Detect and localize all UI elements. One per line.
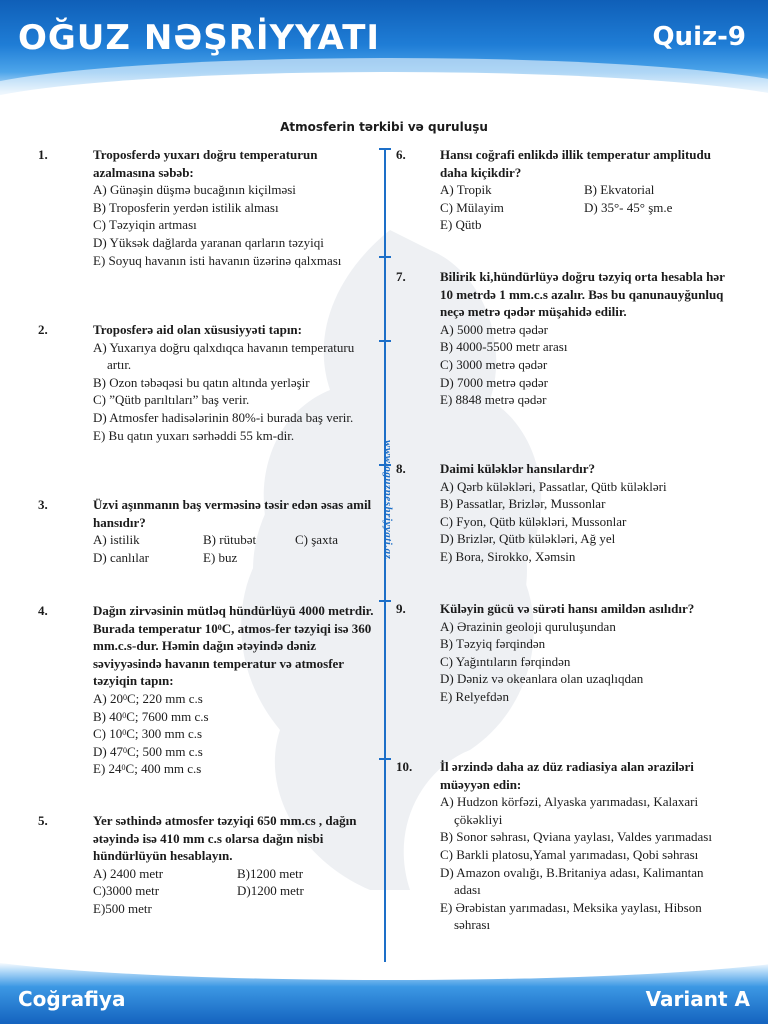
divider-tick [379,600,391,602]
answer-option[interactable]: C) Mülayim [440,199,504,215]
answer-option[interactable]: C) Yağıntıların fərqindən [440,653,571,669]
question-1 [38,146,378,269]
answer-option[interactable]: A) Qərb küləkləri, Passatlar, Qütb küləkləri [440,478,667,494]
answer-option[interactable]: B) Sonor səhrası, Qviana yaylası, Valdes yarımadası [440,829,712,845]
answer-option[interactable]: D) canlılar [93,549,149,565]
answer-option[interactable]: D) $47^0C$; 500 mm c.s [93,743,203,759]
answer-option[interactable]: E) Qütb [440,217,482,233]
answer-option[interactable]: C)3000 metr [93,883,160,899]
question-number: 10. [396,759,413,774]
header-banner [0,0,768,100]
divider-tick [379,340,391,342]
answer-option[interactable]: D) 35°- 45° şm.e [584,199,673,215]
question-text [93,602,378,690]
divider-tick [379,148,391,150]
answer-option[interactable]: A) Ərazinin geoloji quruluşundan [440,618,616,634]
question-text: Troposferə aid olan xüsusiyyəti tapın: [93,322,302,337]
answer-option[interactable]: E) Bora, Sirokko, Xəmsin [440,548,576,564]
answer-option[interactable]: A) 2400 metr [93,865,164,881]
footer-wave [0,962,768,980]
answer-option[interactable]: A) 5000 metrə qədər [440,321,548,337]
answer-option[interactable]: C) şaxta [295,532,338,548]
answer-option[interactable]: D) 7000 metrə qədər [440,374,548,390]
question-2 [38,321,378,444]
question-text: Daimi küləklər hansılardır? [440,461,596,476]
answer-option[interactable]: B) 4000-5500 metr arası [440,339,568,355]
question-text: İl ərzində daha az düz radiasiya alan əraziləri müəyyən edin: [440,759,694,792]
answer-option[interactable]: B) Təzyiq fərqindən [440,636,546,652]
answer-option[interactable]: E) Ərəbistan yarımadası, Meksika yaylası, Hibson səhrası [440,899,702,933]
variant-label: Variant A [645,987,750,1011]
answer-option[interactable]: A) istilik [93,532,140,548]
website-url: www.oguzneshriyyati.az [382,440,394,560]
answer-option[interactable]: D) Atmosfer hadisələrinin 80%-i burada baş verir. [93,409,354,425]
publisher-name: OĞUZ NƏŞRİYYATI [18,18,381,58]
question-number: 9. [396,601,406,616]
answer-option[interactable]: E) $24^0C$; 400 mm c.s [93,761,202,777]
answer-option[interactable]: E) Relyefdən [440,688,509,704]
answer-option[interactable]: B) rütubət [203,532,257,548]
footer-banner [0,962,768,1024]
question-number: 8. [396,461,406,476]
question-number: 3. [38,497,48,512]
answer-option[interactable]: C) Fyon, Qütb küləkləri, Mussonlar [440,513,627,529]
answer-option [584,216,726,234]
question-number: 6. [396,147,406,162]
answer-option[interactable]: D) Dəniz və okeanlara olan uzaqlıqdan [440,671,644,687]
question-4 [38,602,378,778]
question-number: 5. [38,813,48,828]
answer-option[interactable]: D) Brizlər, Qütb küləkləri, Ağ yel [440,531,616,547]
answer-option [237,900,378,918]
question-9 [396,600,726,706]
answer-option[interactable]: C) 3000 metrə qədər [440,356,548,372]
topic-title: Atmosferin tərkibi və quruluşu [280,120,488,134]
answer-option[interactable]: E) Bu qatın yuxarı sərhəddi 55 km-dir. [93,427,295,443]
question-text-part: C, atmos-fer təzyiqi isə 360 mm.c.s-dur. Həmin dağın ətəyində dəniz səviyyəsində havanın temperatur və atmosfer təzyiqin tapın: [93,620,372,689]
question-text-part: Dağın zirvəsinin mütləq hündürlüyü 4000 metrdir. Burada temperatur 10 [93,603,374,636]
question-number: 1. [38,147,48,162]
divider-tick [379,758,391,760]
question-7 [396,268,726,409]
question-number: 4. [38,603,48,618]
divider-tick [379,256,391,258]
answer-option[interactable]: D) Amazon ovalığı, B.Britaniya adası, Kalimantan adası [440,864,704,898]
answer-option[interactable]: B) $40^0C$; 7600 mm c.s [93,708,209,724]
question-6 [396,146,726,234]
answer-option[interactable]: B) Passatlar, Brizlər, Mussonlar [440,496,606,512]
question-10 [396,758,726,934]
question-text: Üzvi aşınmanın baş verməsinə təsir edən əsas amil hansıdır? [93,497,372,530]
question-text: Troposferdə yuxarı doğru temperaturun azalmasına səbəb: [93,147,318,180]
question-3 [38,496,378,566]
answer-option[interactable]: C) $10^0C$; 300 mm c.s [93,726,203,742]
answer-option [295,549,378,567]
question-number: 7. [396,269,406,284]
question-text: Hansı coğrafi enlikdə illik temperatur amplitudu daha kiçikdir? [440,147,711,180]
answer-option[interactable]: E) 8848 metrə qədər [440,392,547,408]
answer-option[interactable]: C) ”Qütb parıltıları” baş verir. [93,392,250,408]
answer-option[interactable]: A) Tropik [440,182,492,198]
answer-option[interactable]: A) Hudzon körfəzi, Alyaska yarımadası, Kalaxari çökəkliyi [440,794,699,827]
subject-label: Coğrafiya [18,987,126,1011]
answer-option[interactable]: E)500 metr [93,900,152,916]
answer-option[interactable]: C) Təzyiqin artması [93,217,197,233]
answer-option[interactable]: A) Günəşin düşmə bucağının kiçilməsi [93,182,296,198]
answer-option[interactable]: B)1200 metr [237,865,304,881]
answer-option[interactable]: E) buz [203,549,238,565]
answer-option[interactable]: B) Troposferin yerdən istilik alması [93,199,279,215]
answer-option[interactable]: D)1200 metr [237,883,304,899]
answer-option[interactable]: A) Yuxarıya doğru qalxdıqca havanın temperaturu artır. [93,339,355,373]
answer-option[interactable]: C) Barkli platosu,Yamal yarımadası, Qobi səhrası [440,846,699,862]
question-text: Yer səthində atmosfer təzyiqi 650 mm.cs , dağın ətəyində isə 410 mm c.s olarsa dağın nisbi hündürlüyün hesablayın. [93,813,357,864]
answer-option[interactable]: D) Yüksək dağlarda yaranan qarların təzyiqi [93,234,324,250]
question-text: Küləyin gücü və sürəti hansı amildən asılıdır? [440,601,695,616]
answer-option[interactable]: A) $20^0C$; 220 mm c.s [93,690,203,706]
answer-option[interactable]: B) Ozon təbəqəsi bu qatın altında yerləşir [93,374,310,390]
question-number: 2. [38,322,48,337]
question-5 [38,812,378,918]
degree-superscript: 0 [217,622,222,632]
question-text: Bilirik ki,hündürlüyə doğru təzyiq orta hesabla hər 10 metrdə 1 mm.c.s azalır. Bəs bu qanunauyğunluq neçə metrə qədər müşahidə edilir. [440,269,725,320]
answer-option[interactable]: E) Soyuq havanın isti havanın üzərinə qalxması [93,252,342,268]
answer-option[interactable]: B) Ekvatorial [584,182,655,198]
question-8 [396,460,726,566]
quiz-number: Quiz-9 [652,22,746,52]
